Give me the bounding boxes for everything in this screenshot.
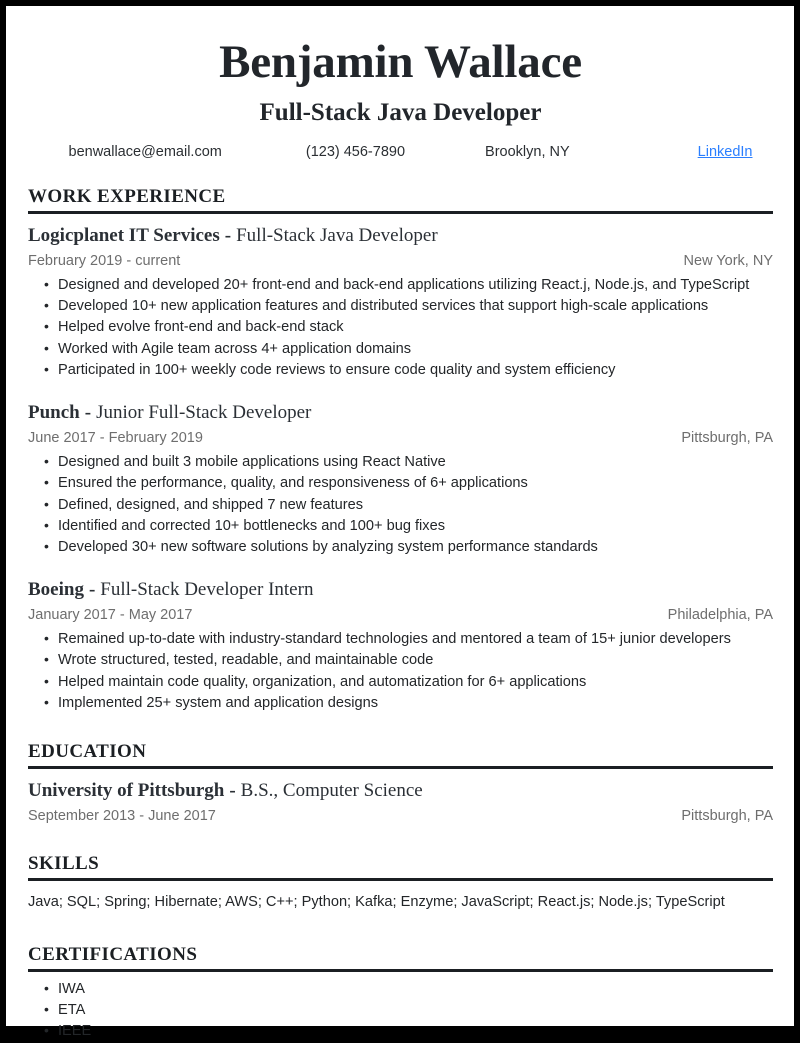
section-divider (28, 766, 773, 769)
work-entry-heading (28, 579, 773, 601)
education-dates: September 2013 - June 2017 (28, 807, 216, 824)
work-location: New York, NY (683, 252, 773, 269)
work-dates: January 2017 - May 2017 (28, 606, 193, 623)
work-entry-heading (28, 402, 773, 424)
section-work-experience (28, 187, 773, 714)
separator: - (88, 578, 96, 600)
section-divider (28, 878, 773, 881)
list-item: • Designed and developed 20+ front-end and back-end applications utilizing React.j, Node.js, and TypeScript (28, 275, 773, 296)
section-skills (28, 854, 773, 913)
work-organization: Logicplanet IT Services (28, 224, 220, 246)
work-role: Full-Stack Developer Intern (100, 578, 314, 600)
skills-list: Java; SQL; Spring; Hibernate; AWS; C++; Python; Kafka; Enzyme; JavaScript; React.js; Node.js; TypeScript (28, 893, 725, 910)
list-item: • Defined, designed, and shipped 7 new features (28, 495, 773, 516)
list-item: • Designed and built 3 mobile applications using React Native (28, 452, 773, 473)
work-entry (28, 225, 773, 381)
education-location: Pittsburgh, PA (681, 807, 773, 824)
work-entry (28, 402, 773, 558)
list-item: • Identified and corrected 10+ bottlenecks and 100+ bug fixes (28, 516, 773, 537)
work-role: Junior Full-Stack Developer (96, 401, 312, 423)
contact-location: Brooklyn, NY (485, 144, 570, 160)
section-divider (28, 211, 773, 214)
education-entry (28, 780, 773, 825)
work-meta-row (28, 253, 773, 270)
resume-header (28, 36, 773, 160)
certifications-list (28, 979, 773, 1042)
education-degree: B.S., Computer Science (240, 779, 423, 801)
education-meta-row (28, 808, 773, 825)
candidate-headline: Full-Stack Java Developer (259, 99, 542, 126)
list-item: • ETA (28, 1000, 773, 1021)
work-entry (28, 579, 773, 714)
work-bullet-list (28, 629, 773, 714)
work-role: Full-Stack Java Developer (236, 224, 438, 246)
section-title-education: EDUCATION (28, 740, 147, 762)
list-item: • Wrote structured, tested, readable, and maintainable code (28, 650, 773, 671)
work-location: Philadelphia, PA (667, 606, 773, 623)
separator: - (224, 224, 232, 246)
list-item: • Worked with Agile team across 4+ application domains (28, 339, 773, 360)
list-item: • Implemented 25+ system and application designs (28, 693, 773, 714)
list-item: • Developed 10+ new application features and distributed services that support high-scale applications (28, 296, 773, 317)
contact-email: benwallace@email.com (68, 144, 222, 160)
work-dates: February 2019 - current (28, 252, 181, 269)
work-organization: Punch (28, 401, 80, 423)
linkedin-link[interactable]: LinkedIn (697, 144, 753, 160)
work-bullet-list (28, 452, 773, 558)
work-meta-row (28, 430, 773, 447)
candidate-name: Benjamin Wallace (219, 36, 582, 88)
contact-row (28, 144, 773, 160)
section-title-certifications: CERTIFICATIONS (28, 944, 198, 966)
work-bullet-list (28, 275, 773, 381)
education-institution: University of Pittsburgh (28, 779, 225, 801)
section-divider (28, 969, 773, 972)
separator: - (84, 401, 92, 423)
resume-content (28, 6, 773, 1043)
work-entry-heading (28, 225, 773, 247)
list-item: • Helped maintain code quality, organization, and automatization for 6+ applications (28, 672, 773, 693)
education-entry-heading (28, 780, 773, 802)
list-item: • IEEE (28, 1021, 773, 1042)
list-item: • Helped evolve front-end and back-end stack (28, 317, 773, 338)
list-item: • Participated in 100+ weekly code reviews to ensure code quality and system efficiency (28, 360, 773, 381)
work-location: Pittsburgh, PA (681, 429, 773, 446)
list-item: • Remained up-to-date with industry-standard technologies and mentored a team of 15+ junior developers (28, 629, 773, 650)
resume-page (6, 6, 794, 1040)
section-certifications (28, 945, 773, 1042)
list-item: • IWA (28, 979, 773, 1000)
contact-phone: (123) 456-7890 (305, 144, 406, 160)
work-meta-row (28, 607, 773, 624)
section-title-skills: SKILLS (28, 853, 100, 874)
list-item: • Developed 30+ new software solutions by analyzing system performance standards (28, 537, 773, 558)
section-title-work: WORK EXPERIENCE (28, 186, 226, 207)
list-item: • Ensured the performance, quality, and responsiveness of 6+ applications (28, 473, 773, 494)
section-education (28, 742, 773, 825)
work-organization: Boeing (28, 578, 84, 600)
separator: - (229, 779, 236, 801)
work-dates: June 2017 - February 2019 (28, 429, 203, 446)
